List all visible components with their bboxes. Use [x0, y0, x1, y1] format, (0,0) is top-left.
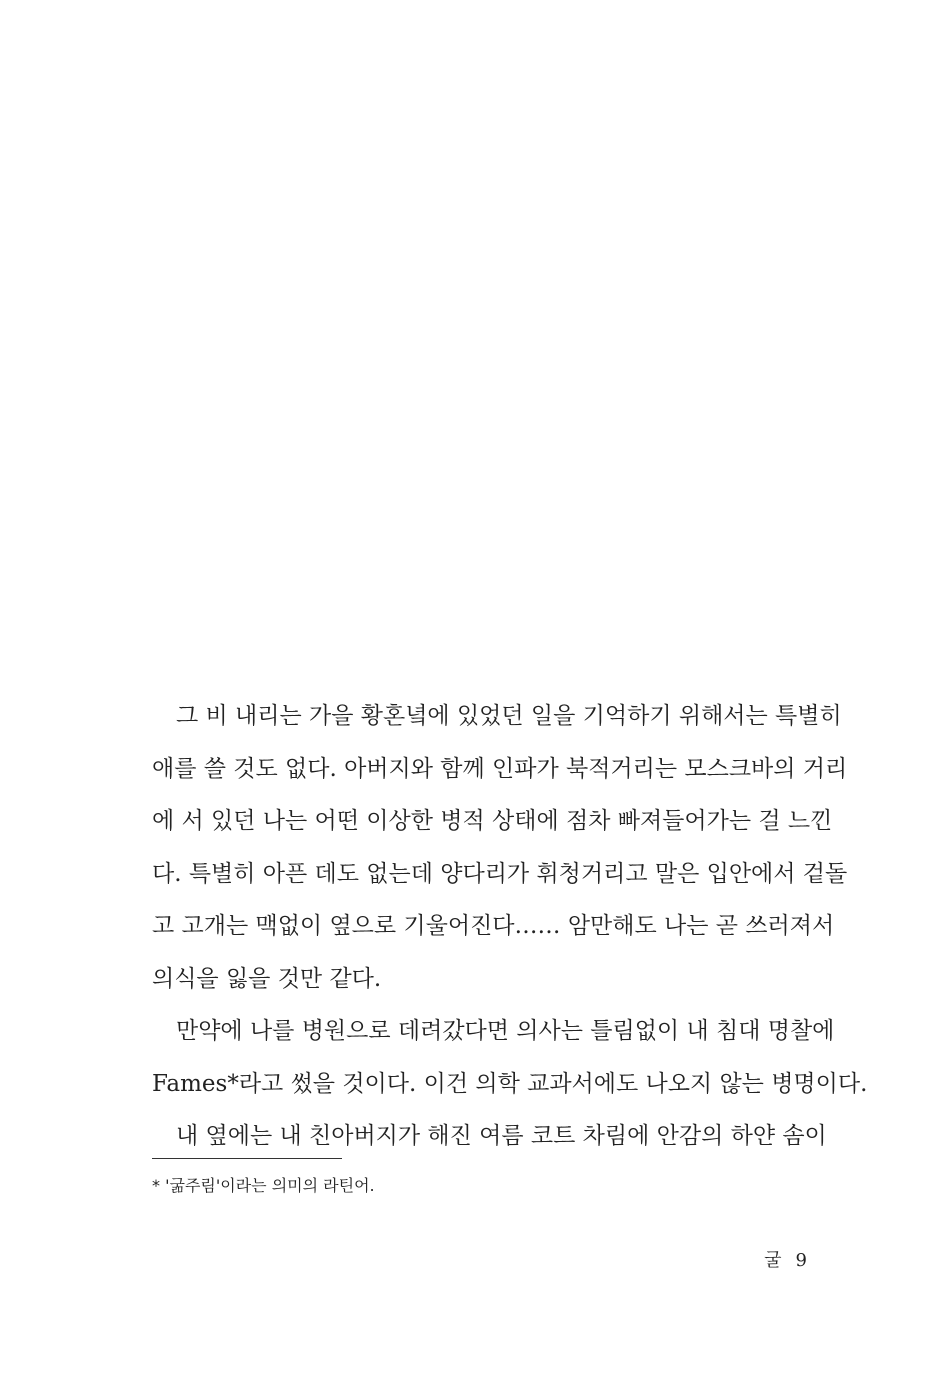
- body-line: 만약에 나를 병원으로 데려갔다면 의사는 틀림없이 내 침대 명찰에: [176, 1018, 835, 1044]
- page-folio: [764, 1248, 807, 1274]
- body-line: 고 고개는 맥없이 옆으로 기울어진다…… 암만해도 나는 곧 쓰러져서: [152, 913, 835, 939]
- body-line: Fames*라고 썼을 것이다. 이건 의학 교과서에도 나오지 않는 병명이다.: [152, 1070, 868, 1097]
- body-line: 에 서 있던 나는 어떤 이상한 병적 상태에 점차 빠져들어가는 걸 느낀: [152, 808, 833, 834]
- body-text: [152, 690, 868, 1163]
- body-line: 다. 특별히 아픈 데도 없는데 양다리가 휘청거리고 말은 입안에서 겉돌: [152, 860, 848, 887]
- body-line: 내 옆에는 내 친아버지가 해진 여름 코트 차림에 안감의 하얀 솜이: [176, 1123, 827, 1149]
- page-number: 9: [795, 1250, 807, 1271]
- body-line: 의식을 잃을 것만 같다.: [152, 965, 382, 992]
- body-line: 애를 쓸 것도 없다. 아버지와 함께 인파가 북적거리는 모스크바의 거리: [152, 755, 848, 782]
- body-line: 그 비 내리는 가을 황혼녘에 있었던 일을 기억하기 위해서는 특별히: [176, 703, 842, 729]
- running-head: 굴: [764, 1250, 782, 1271]
- footnote: * '굶주림'이라는 의미의 라틴어.: [152, 1176, 375, 1195]
- footnote-divider: [152, 1158, 342, 1159]
